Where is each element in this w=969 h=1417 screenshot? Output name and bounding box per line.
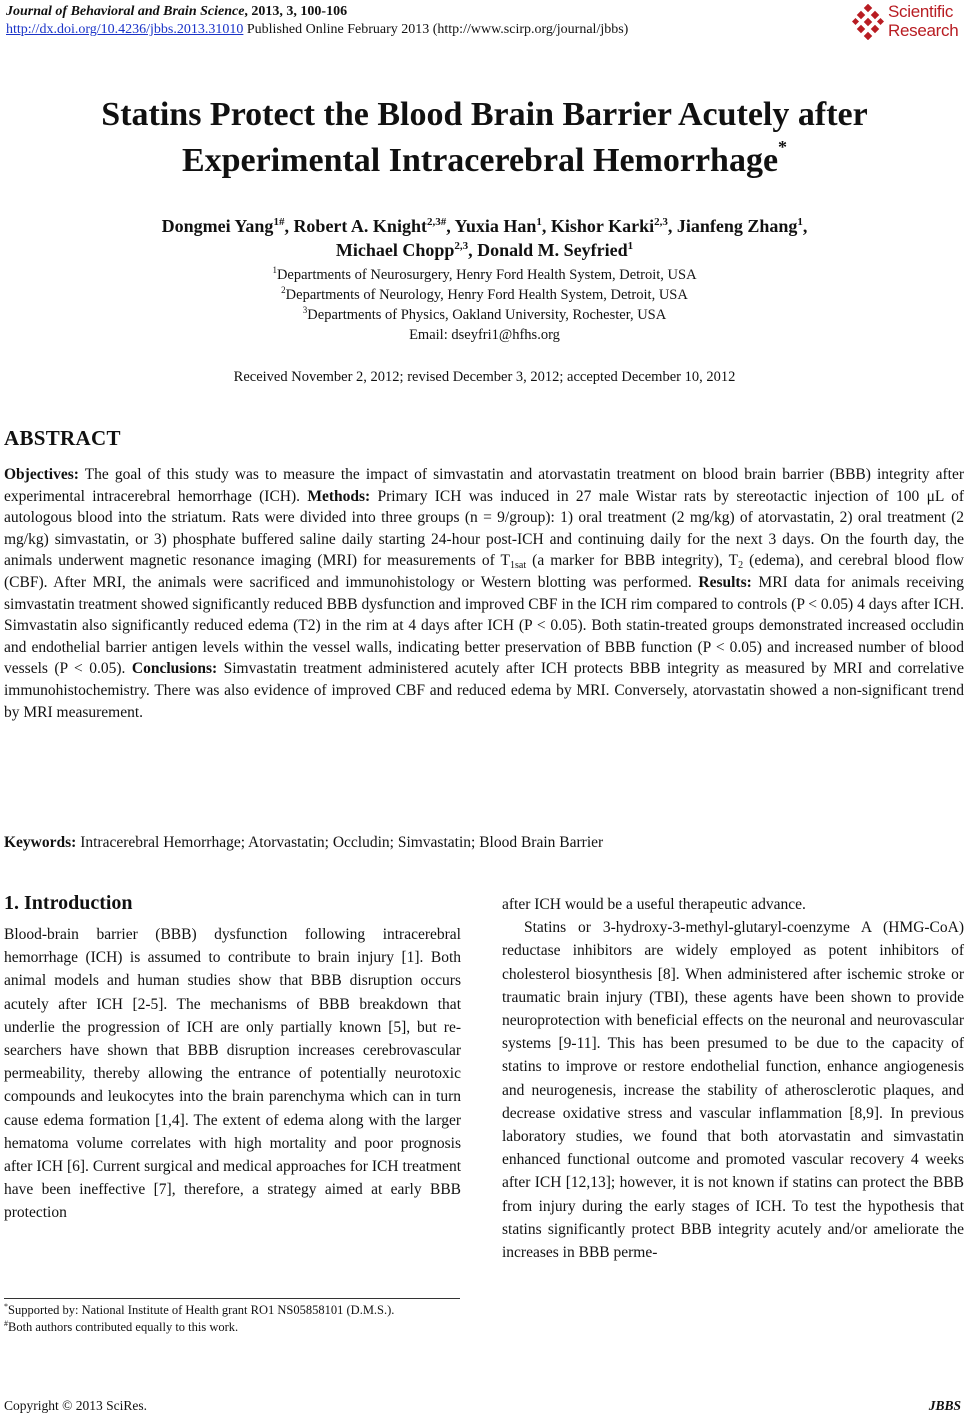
t1sat-subscript: 1sat — [510, 560, 527, 572]
footnote-text: Both authors contributed equally to this work. — [8, 1320, 239, 1334]
affiliation — [0, 265, 969, 285]
abstract-body — [4, 464, 964, 723]
logo-line-1: Scientific — [888, 2, 954, 21]
author: Michael Chopp — [335, 240, 455, 260]
logo-line-2: Research — [888, 21, 959, 40]
intro-paragraph-1-continued: after ICH would be a useful therapeutic advance. — [502, 896, 806, 913]
author-line-2 — [0, 238, 969, 262]
methods-label: Methods: — [307, 487, 371, 505]
footnote-mark: * — [4, 1302, 8, 1311]
keywords-label: Keywords: — [4, 834, 77, 851]
author-separator: , — [802, 216, 808, 236]
publisher-logo-text — [888, 2, 958, 40]
journal-issue: , 2013, 3, 100-106 — [244, 4, 348, 19]
received-dates: Received November 2, 2012; revised December 3, 2012; accepted December 10, 2012 — [233, 369, 736, 385]
footnotes — [4, 1302, 461, 1336]
author: , Jianfeng Zhang — [667, 216, 798, 236]
author: , Donald M. Seyfried — [468, 240, 628, 260]
keywords — [4, 834, 964, 852]
journal-name: Journal of Behavioral and Brain Science — [6, 4, 245, 19]
keywords-text: Intracerebral Hemorrhage; Atorvastatin; Occludin; Simvastatin; Blood Brain Barrier — [76, 834, 604, 851]
methods-text: Primary ICH was induced in 27 male Wistar rats by stereotactic injection of 100 μL of autologous blood into the striatum. Rats were divided into three groups (n = 9/group): 1) oral treatment (2 mg/kg) of atorvastatin, 2) oral treatment (2 mg/kg) simvastatin, or 3) phosphate buffered saline daily starting 24-hour post-ICH and continuing daily for the next 3 days. On the fourth day, the animals underwent magnetic resonance imaging (MRI) for measurements of T — [4, 487, 964, 570]
title-line-1: Statins Protect the Blood Brain Barrier Acutely after — [101, 96, 868, 133]
author-affil-sup: 1 — [797, 216, 803, 228]
author-affil-sup: 1 — [627, 240, 634, 252]
objectives-text: The goal of this study was to measure the impact of simvastatin and atorvastatin treatment on blood brain barrier (BBB) integrity after experimental intracerebral hemorrhage (ICH). — [4, 466, 964, 505]
paper-title — [0, 92, 969, 184]
author: , Kishor Karki — [541, 216, 655, 236]
right-column — [502, 893, 964, 1264]
footnote-mark: # — [4, 1319, 8, 1328]
author-line-1 — [0, 214, 969, 238]
publisher-logo — [852, 2, 968, 42]
affiliation-text: Departments of Neurosurgery, Henry Ford Health System, Detroit, USA — [276, 267, 697, 283]
affiliation-sup: 3 — [302, 305, 308, 315]
intro-paragraph-2: Statins or 3-hydroxy-3-methyl-glutaryl-coenzyme A (HMG-CoA) reductase inhibitors are widely employed as potent inhibitors of cholesterol biosynthesis [8]. When administered after ischemic stroke or traumatic brain injury (TBI), these agents have been shown to provide neuroprotection with beneficial effects on the neuronal and neurovascular systems [9-11]. This has been presumed to be due to the capacity of statins to improve or restore endothelial function, enhance angiogenesis and neurogenesis, increase the stability of atherosclerotic plaques, and decrease oxidative stress and vascular inflammation [8,9]. In previous laboratory studies, we found that both atorvastatin and simvastatin enhanced functional outcome and promoted vascular recovery 4 weeks after ICH [12,13]; however, it is not known if statins can protect the BBB from injury during the early stages of ICH. To test the hypothesis that statins significantly protect BBB integrity acutely and/or ameliorate the increases in BBB perme- — [502, 919, 964, 1262]
methods-text: (edema), and cerebral blood flow (CBF). After MRI, the animals were sacrificed and immunohistology or Western blotting was performed. — [4, 552, 964, 591]
left-column — [4, 892, 461, 1225]
author-affil-sup: 1# — [273, 216, 285, 228]
affiliation-sup: 1 — [272, 265, 277, 275]
affiliations — [0, 265, 969, 345]
publication-line — [6, 22, 628, 38]
t2-subscript: 2 — [738, 560, 744, 572]
author: , Yuxia Han — [446, 216, 537, 236]
affiliation-text: Departments of Neurology, Henry Ford Health System, Detroit, USA — [285, 287, 688, 303]
section-heading-introduction: 1. Introduction — [4, 892, 133, 914]
journal-abbreviation: JBBS — [928, 1398, 961, 1413]
footnote-divider — [4, 1298, 460, 1299]
author: , Robert A. Knight — [284, 216, 427, 236]
results-label: Results: — [698, 573, 752, 591]
conclusions-text: Simvastatin treatment administered acutely after ICH protects BBB integrity as measured by MRI and correlative immunohistochemistry. There was also evidence of improved CBF and reduced edema by MRI. Conversely, atorvastatin showed a non-significant trend by MRI measurement. — [4, 660, 964, 721]
author-affil-sup: 2,3 — [454, 240, 469, 252]
footnote-text: Supported by: National Institute of Health grant RO1 NS05858101 (D.M.S.). — [8, 1303, 395, 1317]
abstract-heading: ABSTRACT — [4, 426, 121, 450]
publisher-logo-icon — [852, 4, 884, 40]
results-text: MRI data for animals receiving simvastatin treatment showed significantly reduced BBB dysfunction and improved CBF in the ICH rim compared to controls (P < 0.05) 4 days after ICH. Simvastatin also significantly reduced edema (T2) in the rim at 4 days after ICH (P < 0.05). Both statin-treated groups demonstrated increased occludin and endothelial barrier antigen levels within the vessel walls, indicating better preservation of BBB function (P < 0.05) and increased number of blood vessels (P < 0.05). — [4, 573, 964, 678]
author-affil-sup: 2,3 — [654, 216, 668, 228]
methods-text: (a marker for BBB integrity), T — [526, 552, 739, 570]
author-affil-sup: 2,3# — [426, 216, 447, 228]
title-footnote-mark: * — [778, 137, 788, 157]
author-affil-sup: 1 — [536, 216, 542, 228]
footnote-equal-contribution — [4, 1319, 461, 1336]
journal-header — [6, 4, 347, 20]
doi-link[interactable]: http://dx.doi.org/10.4236/jbbs.2013.31010 — [6, 22, 244, 37]
affiliation-text: Departments of Physics, Oakland University, Rochester, USA — [307, 307, 667, 323]
published-online-text: Published Online February 2013 (http://www.scirp.org/journal/jbbs) — [243, 22, 629, 37]
copyright-notice: Copyright © 2013 SciRes. — [4, 1398, 148, 1413]
conclusions-label: Conclusions: — [131, 660, 218, 678]
footnote-funding — [4, 1302, 461, 1319]
objectives-label: Objectives: — [4, 466, 79, 483]
contact-email: Email: dseyfri1@hfhs.org — [409, 327, 560, 343]
affiliation — [0, 285, 969, 305]
affiliation-sup: 2 — [281, 285, 286, 295]
author-list — [0, 214, 969, 262]
title-line-2-text: Experimental Intracerebral Hemorrhage — [181, 142, 779, 179]
affiliation — [0, 305, 969, 325]
title-line-2 — [0, 138, 969, 184]
intro-paragraph-1: Blood-brain barrier (BBB) dysfunction following intracerebral hemorrhage (ICH) is assumed to contribute to brain injury [1]. Both animal models and human studies show that BBB disruption occurs acutely after ICH [2-5]. The mechanisms of BBB breakdown that underlie the progression of ICH are only partially known [5], but researchers have shown that BBB disruption increases cerebrovascular permeability, thereby allowing the entrance of potentially neurotoxic compounds and leukocytes into the brain parenchyma which can in turn cause edema formation [1,4]. The extent of edema along with the larger hematoma volume correlates with high mortality and poor prognosis after ICH [6]. Current surgical and medical approaches for ICH treatment have been ineffective [7], therefore, a strategy aimed at early BBB protection — [4, 926, 461, 1222]
author: Dongmei Yang — [161, 216, 274, 236]
